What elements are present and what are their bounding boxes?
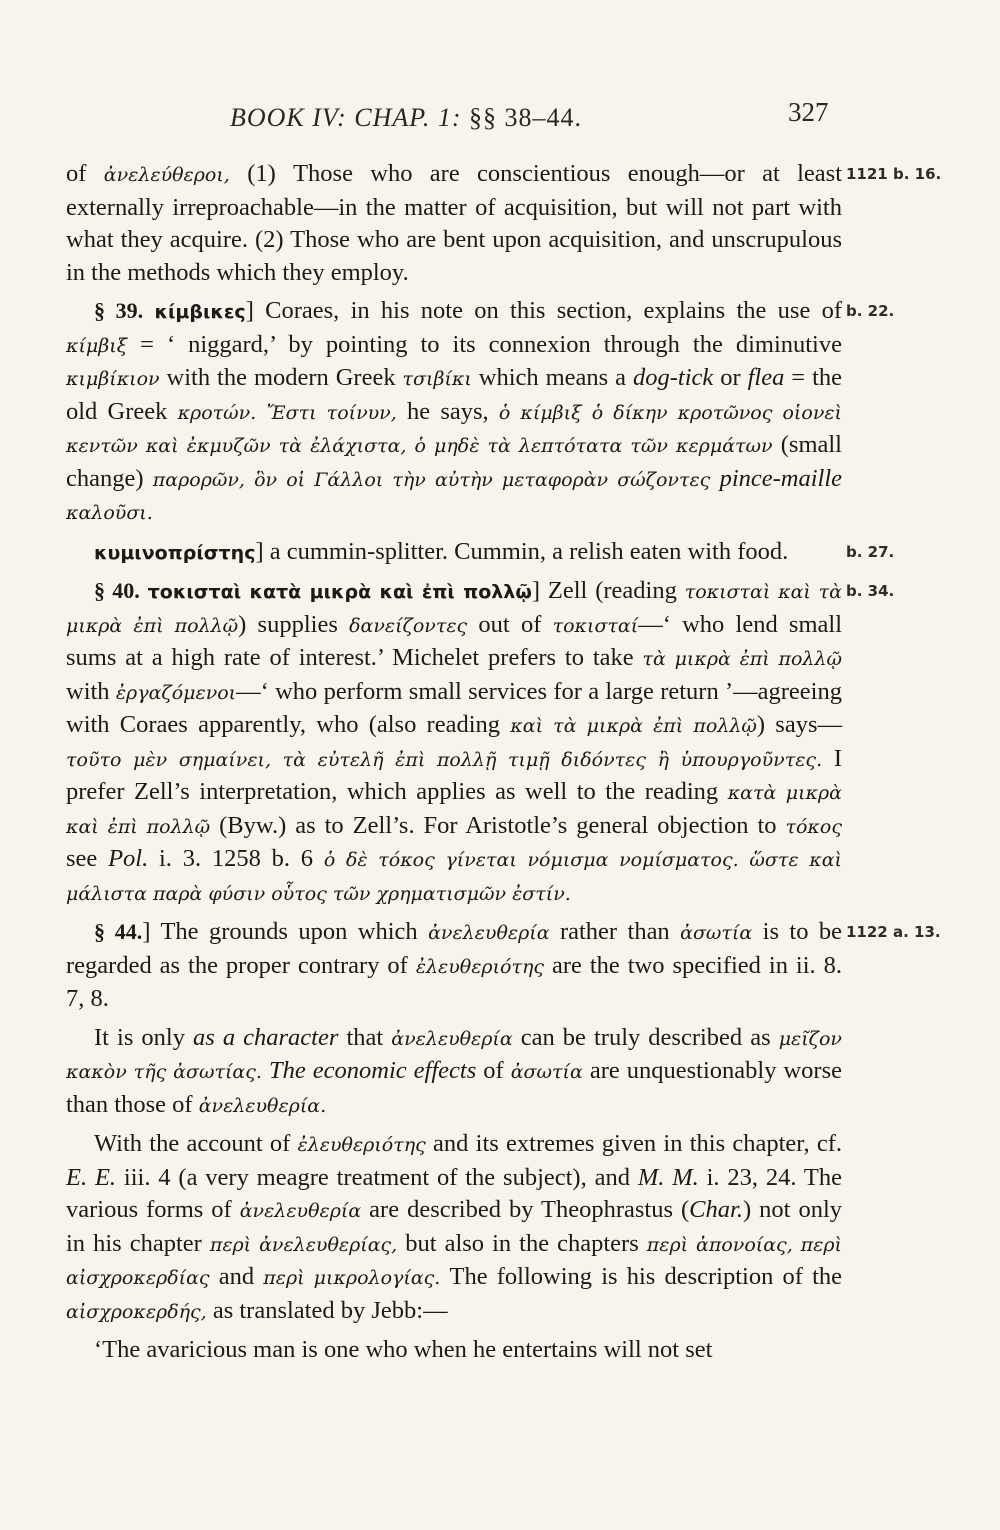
body-text <box>66 158 942 1373</box>
margin-ref-1121b16: 1121 b. 16. <box>846 165 942 183</box>
paragraph-1: 1121 b. 16. of ἀνελεύθεροι, (1) Those who are conscientious enough—or at least externally irreproachable—in the matter of acquisition, but will not part with what they acquire. (2) Those who are bent upon acquisition, and unscrupulous in the methods which they employ. <box>66 160 942 286</box>
paragraph-theophrastus: With the account of ἐλευθεριότης and its extremes given in this chapter, cf. E. E. iii. 4 (a very meagre treatment of the subject), and M. M. i. 23, 24. The various forms of ἀνελευθερία are described by Theophrastus (Char.) not only in his chapter περὶ ἀνελευθερίας, but also in the chapters περὶ ἀπονοίας, περὶ αἰσχροκερδίας and περὶ μικρολογίας. The following is his description of the αἰσχροκερδής, as translated by Jebb:— <box>66 1130 843 1324</box>
section-number: § 40. <box>94 578 140 603</box>
paragraph-quotation: ‘The avaricious man is one who when he entertains will not set <box>94 1336 713 1363</box>
lemma: κίμβικες <box>154 301 246 323</box>
paragraph-cummin: b. 27. κυμινοπρίστης] a cummin-splitter. Cummin, a relish eaten with food. <box>66 536 842 570</box>
paragraph-section-39: b. 22. § 39. κίμβικες] Coraes, in his note on this section, explains the use of κίμβιξ = ‘ niggard,’ by pointing to its connexion through the diminutive κιμβίκιον with the modern Greek τσιβίκι which means a dog-tick or flea = the old Greek κροτών. Ἔστι τοίνυν, he says, ὁ κίμβιξ ὁ δίκην κροτῶνος οἱονεὶ κεντῶν καὶ ἐκμυζῶν τὰ ἐλάχιστα, ὁ μηδὲ τὰ λεπτότατα τῶν κερμάτων (small change) παρορῶν, ὃν οἱ Γάλλοι τὴν αὐτὴν μεταφορὰν σώζοντες pince-maille καλοῦσι. <box>66 297 895 524</box>
page-header <box>0 95 1000 145</box>
paragraph-character: It is only as a character that ἀνελευθερία can be truly described as μεῖζον κακὸν τῆς ἀσωτίας. The economic effects of ἀσωτία are unquestionably worse than those of ἀνελευθερία. <box>66 1023 843 1118</box>
paragraph-section-44: 1122 a. 13. § 44.] The grounds upon which ἀνελευθερία rather than ἀσωτία is to be regarded as the proper contrary of ἐλευθεριότης are the two specified in ii. 8. 7, 8. <box>66 918 941 1012</box>
running-head-title: BOOK IV: CHAP. 1: <box>230 103 462 132</box>
margin-ref-b34: b. 34. <box>846 582 895 600</box>
lemma: τοκισταὶ κατὰ μικρὰ καὶ ἐπὶ πολλῷ <box>147 581 532 603</box>
running-head-sections: §§ 38–44. <box>468 103 582 132</box>
paragraph-section-40: b. 34. § 40. τοκισταὶ κατὰ μικρὰ καὶ ἐπὶ πολλῷ] Zell (reading τοκισταὶ καὶ τὰ μικρὰ ἐπὶ πολλῷ) supplies δανείζοντες out of τοκισταί—‘ who lend small sums at a high rate of interest.’ Michelet prefers to take τὰ μικρὰ ἐπὶ πολλῷ with ἐργαζόμενοι—‘ who perform small services for a large return ’—agreeing with Coraes apparently, who (also reading καὶ τὰ μικρὰ ἐπὶ πολλῷ) says—τοῦτο μὲν σημαίνει, τὰ εὐτελῆ ἐπὶ πολλῇ τιμῇ διδόντες ἢ ὑπουργοῦντες. I prefer Zell’s interpretation, which applies as well to the reading κατὰ μικρὰ καὶ ἐπὶ πολλῷ (Byw.) as to Zell’s. For Aristotle’s general objection to τόκος see Pol. i. 3. 1258 b. 6 ὁ δὲ τόκος γίνεται νόμισμα νομίσματος. ὥστε καὶ μάλιστα παρὰ φύσιν οὗτος τῶν χρηματισμῶν ἐστίν. <box>66 577 895 905</box>
margin-ref-b27: b. 27. <box>846 542 895 561</box>
page-number: 327 <box>788 97 829 127</box>
running-head <box>230 103 582 133</box>
section-number: § 39. <box>94 298 144 323</box>
section-number: § 44. <box>94 919 143 944</box>
lemma: κυμινοπρίστης <box>94 541 256 564</box>
margin-ref-1122a13: 1122 a. 13. <box>846 923 941 941</box>
margin-ref-b22: b. 22. <box>846 302 895 320</box>
